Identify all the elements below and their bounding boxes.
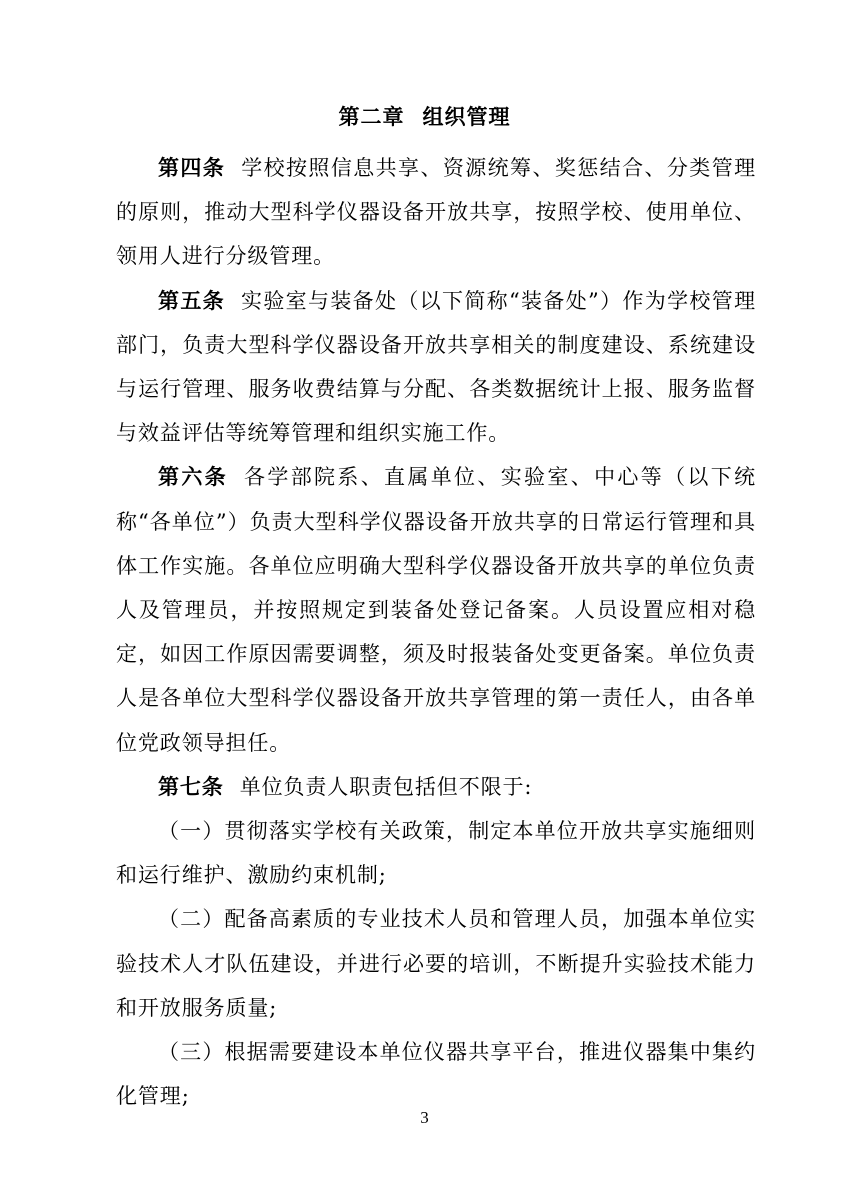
chapter-heading bbox=[0, 102, 849, 132]
article-6-paragraph bbox=[116, 455, 756, 764]
list-item-2 bbox=[116, 897, 756, 1030]
chapter-number: 第二章 bbox=[338, 105, 405, 129]
article-label: 第五条 bbox=[158, 288, 225, 313]
article-label: 第七条 bbox=[158, 774, 224, 799]
article-text: 各学部院系、直属单位、实验室、中心等（以下统称“各单位”）负责大型科学仪器设备开放共享的日常运行管理和具体工作实施。各单位应明确大型科学仪器设备开放共享的单位负责人及管理员，并按照规定到装备处登记备案。人员设置应相对稳定，如因工作原因需要调整，须及时报装备处变更备案。单位负责人是各单位大型科学仪器设备开放共享管理的第一责任人，由各单位党政领导担任。 bbox=[116, 465, 756, 755]
article-label: 第四条 bbox=[158, 156, 226, 180]
list-item-text: （三）根据需要建设本单位仪器共享平台，推进仪器集中集约化管理; bbox=[116, 1040, 756, 1109]
list-item-3 bbox=[116, 1030, 756, 1118]
chapter-title: 组织管理 bbox=[422, 105, 511, 129]
list-item-1 bbox=[116, 809, 756, 897]
list-item-text: （一）贯彻落实学校有关政策，制定本单位开放共享实施细则和运行维护、激励约束机制; bbox=[116, 819, 756, 888]
list-item-text: （二）配备高素质的专业技术人员和管理人员，加强本单位实验技术人才队伍建设，并进行必要的培训，不断提升实验技术能力和开放服务质量; bbox=[116, 907, 756, 1020]
article-text: 实验室与装备处（以下简称“装备处”）作为学校管理部门，负责大型科学仪器设备开放共享相关的制度建设、系统建设与运行管理、服务收费结算与分配、各类数据统计上报、服务监督与效益评估等统筹管理和组织实施工作。 bbox=[116, 288, 756, 446]
article-4-paragraph bbox=[116, 146, 756, 279]
page-number: 3 bbox=[420, 1108, 429, 1127]
article-text: 单位负责人职责包括但不限于: bbox=[239, 774, 533, 799]
article-7-paragraph bbox=[116, 765, 756, 809]
article-5-paragraph bbox=[116, 279, 756, 456]
article-text: 学校按照信息共享、资源统筹、奖惩结合、分类管理的原则，推动大型科学仪器设备开放共享，按照学校、使用单位、领用人进行分级管理。 bbox=[116, 156, 756, 269]
document-body bbox=[116, 146, 756, 1118]
article-label: 第六条 bbox=[158, 465, 229, 490]
